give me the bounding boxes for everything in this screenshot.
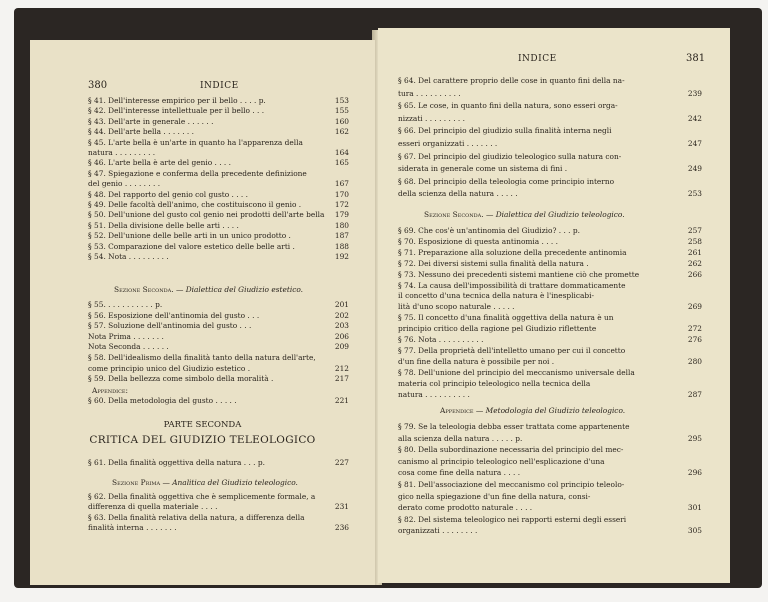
toc-entry-page: 239 [687,88,702,98]
left-section1-heading: Sezione Prima — Analitica del Giudizio teleologico. [112,478,298,487]
toc-entry-text: § 77. Della proprietà dell'intelletto umano per cui il concetto [398,345,626,355]
toc-entry-text: § 49. Delle facoltà dell'animo, che costituiscono il genio . [88,200,302,209]
toc-entry-text: del genio . . . . . . . . [88,179,161,189]
left-page-number: 380 [88,80,108,91]
toc-entry-text: come principio unico del Giudizio estetico . [88,363,251,373]
toc-entry-text: § 60. Della metodologia del gusto . . . . . [88,396,237,405]
toc-entry-text: § 68. Del principio della teleologia come principio interno [398,176,615,186]
toc-entry-text: alla scienza della natura . . . . . p. [398,433,523,443]
toc-entry-text: § 41. Dell'interesse empirico per il bello . . . . p. [88,96,266,105]
toc-entry-page: 272 [687,324,702,334]
toc-entry-text: § 55. . . . . . . . . . . p. [88,300,163,309]
toc-entry-page: 179 [334,210,349,220]
toc-entry-text: natura . . . . . . . . . [88,148,156,157]
toc-entry-page: 295 [687,433,702,443]
toc-entry-text: finalità interna . . . . . . . [88,523,177,533]
right-page-number: 381 [686,53,706,64]
toc-entry-text: § 72. Dei diversi sistemi sulla finalità della natura . [398,258,589,268]
toc-entry-text: § 53. Comparazione del valore estetico delle belle arti . [88,241,295,251]
toc-entry-text: § 71. Preparazione alla soluzione della precedente antinomia [398,247,627,257]
toc-entry-page: 180 [334,220,349,230]
toc-entry-page: 167 [334,179,349,189]
toc-entry-text: siderata in generale come un sistema di fini . [398,164,568,174]
toc-entry-text: § 78. Dell'unione del principio del meccanismo universale della [398,367,635,377]
toc-entry-text: § 69. Che cos'è un'antinomia del Giudizio? . . . p. [398,226,580,235]
toc-entry-page: 287 [687,389,702,399]
toc-entry-text: natura . . . . . . . . . . [398,389,470,399]
toc-entry-page: 258 [687,236,702,246]
toc-entry-text: § 67. Del principio del giudizio teleologico sulla natura con- [398,151,622,161]
toc-entry-text: § 45. L'arte bella è un'arte in quanto ha l'apparenza della [88,137,303,147]
toc-entry-page: 305 [687,526,702,536]
toc-entry-text: § 42. Dell'interesse intellettuale per il bello . . . [88,106,265,116]
right-section2-heading: Sezione Seconda. — Dialettica del Giudizio teleologico. [424,210,625,219]
toc-entry-text: cosa come fine della natura . . . . [398,468,521,478]
toc-entry-text: § 50. Dell'unione del gusto col genio nei prodotti dell'arte bella [88,210,325,220]
toc-entry-text: tura . . . . . . . . . . [398,88,461,98]
toc-entry-page: 266 [687,269,702,279]
toc-entry-page: 242 [687,113,702,123]
toc-entry-text: Nota Seconda . . . . . . [88,342,169,352]
toc-entry-text: § 59. Della bellezza come simbolo della moralità . [88,374,274,384]
toc-entry-text: § 80. Della subordinazione necessaria del principio del mec- [398,445,624,455]
toc-entry-text: § 47. Spiegazione e conferma della precedente definizione [88,168,307,178]
toc-entry-page: 170 [334,189,349,199]
right-appendix-heading: Appendice — Metodologia del Giudizio teleologico. [440,406,626,415]
toc-entry-text: § 82. Del sistema teleologico nei rapporti esterni degli esseri [398,514,627,524]
toc-entry-text: § 74. La causa dell'impossibilità di trattare dommaticamente [398,280,626,290]
toc-entry-page: 227 [334,458,349,467]
toc-entry-text: il concetto d'una tecnica della natura è l'inesplicabi- [398,291,594,301]
part-title: CRITICA DEL GIUDIZIO TELEOLOGICO [89,434,316,446]
toc-entry-page: 276 [687,335,702,344]
toc-entry-page: 172 [334,200,349,209]
toc-entry-page: 262 [687,258,702,268]
toc-entry-page: 153 [334,96,349,105]
toc-entry-text: gico nella spiegazione d'un fine della natura, consi- [398,491,591,501]
toc-entry-text: § 56. Esposizione dell'antinomia del gusto . . . [88,310,260,320]
toc-entry-page: 301 [687,503,702,513]
toc-entry-text: § 64. Del carattere proprio delle cose in quanto fini della na- [398,76,625,85]
toc-entry-text: principio critico della ragione pel Giudizio riflettente [398,324,597,334]
toc-entry-text: derato come prodotto naturale . . . . [398,503,533,513]
left-page [30,40,375,585]
toc-entry-page: 217 [334,374,349,384]
toc-entry-text: § 58. Dell'idealismo della finalità tanto della natura dell'arte, [88,353,316,362]
toc-entry-text: § 46. L'arte bella è arte del genio . . . . [88,158,231,168]
toc-entry-page: 206 [334,331,349,341]
toc-entry-text: nizzati . . . . . . . . . [398,113,465,123]
toc-entry-page: 202 [334,310,349,320]
toc-entry-text: § 61. Della finalità oggettiva della natura . . . p. [88,458,265,467]
toc-entry-text: § 57. Soluzione dell'antinomia del gusto . . . [88,321,252,331]
toc-entry-text: della scienza della natura . . . . . [398,189,518,199]
toc-entry-page: 231 [334,502,349,512]
toc-entry-page: 212 [334,363,349,373]
toc-entry-text: § 54. Nota . . . . . . . . . [88,252,169,261]
toc-entry-page: 201 [334,300,349,309]
toc-entry-text: § 73. Nessuno dei precedenti sistemi mantiene ciò che promette [398,269,640,279]
left-appendix-label: Appendice: [92,386,129,395]
toc-entry-text: § 44. Dell'arte bella . . . . . . . [88,127,194,137]
toc-entry-text: § 66. Del principio del giudizio sulla finalità interna negli [398,126,612,136]
toc-entry-text: Nota Prima . . . . . . . [88,331,164,341]
toc-entry-page: 164 [334,148,349,157]
toc-entry-text: § 76. Nota . . . . . . . . . . [398,335,484,344]
toc-entry-text: organizzati . . . . . . . . [398,526,478,536]
toc-entry-page: 269 [687,302,702,312]
toc-entry-text: § 43. Dell'arte in generale . . . . . . [88,116,214,126]
toc-entry-text: § 70. Esposizione di questa antinomia . . . . [398,236,558,246]
toc-entry-page: 188 [334,241,349,251]
toc-entry-text: d'un fine della natura è possibile per noi . [398,356,555,366]
toc-entry-page: 162 [334,127,349,137]
toc-entry-text: § 52. Dell'unione delle belle arti in un unico prodotto . [88,231,291,241]
toc-entry-page: 221 [334,396,349,405]
part-label: PARTE SECONDA [163,420,242,430]
toc-entry-text: canismo al principio teleologico nell'esplicazione d'una [398,456,605,466]
toc-entry-text: § 63. Della finalità relativa della natura, a differenza della [88,512,305,522]
right-page [378,28,730,583]
toc-entry-page: 280 [687,356,702,366]
toc-entry-page: 236 [334,523,349,533]
toc-entry-text: § 81. Dell'associazione del meccanismo col principio teleolo- [398,480,625,489]
toc-entry-text: lità d'uno scopo naturale . . . . . [398,302,515,312]
toc-entry-text: differenza di quella materiale . . . . [88,502,218,512]
toc-entry-page: 253 [687,189,702,199]
right-page-header: INDICE [518,54,557,64]
toc-entry-page: 209 [334,342,349,352]
toc-entry-text: § 65. Le cose, in quanto fini della natura, sono esseri orga- [398,101,618,111]
toc-entry-page: 257 [687,226,702,235]
left-page-header: INDICE [200,81,239,91]
toc-entry-page: 192 [334,252,349,261]
toc-entry-page: 261 [687,247,702,257]
toc-entry-page: 160 [334,116,349,126]
left-section2-heading: Sezione Seconda. — Dialettica del Giudizio estetico. [114,285,304,294]
toc-entry-page: 155 [334,106,349,116]
toc-entry-page: 296 [687,468,702,478]
toc-entry-page: 165 [334,158,349,168]
toc-entry-page: 249 [687,164,702,174]
toc-entry-text: esseri organizzati . . . . . . . [398,139,498,148]
toc-entry-page: 187 [334,231,349,241]
toc-entry-text: § 48. Del rapporto del genio col gusto . . . . [88,189,248,199]
toc-entry-text: § 79. Se la teleologia debba esser trattata come appartenente [398,422,630,431]
toc-entry-page: 203 [334,321,349,331]
toc-entry-text: § 62. Della finalità oggettiva che è semplicemente formale, a [88,492,316,501]
toc-entry-text: materia col principio teleologico nella tecnica della [398,378,591,388]
toc-entry-text: § 75. Il concetto d'una finalità oggettiva della natura è un [398,313,614,323]
toc-entry-text: § 51. Della divisione delle belle arti . . . . [88,220,239,230]
toc-entry-page: 247 [687,139,702,148]
